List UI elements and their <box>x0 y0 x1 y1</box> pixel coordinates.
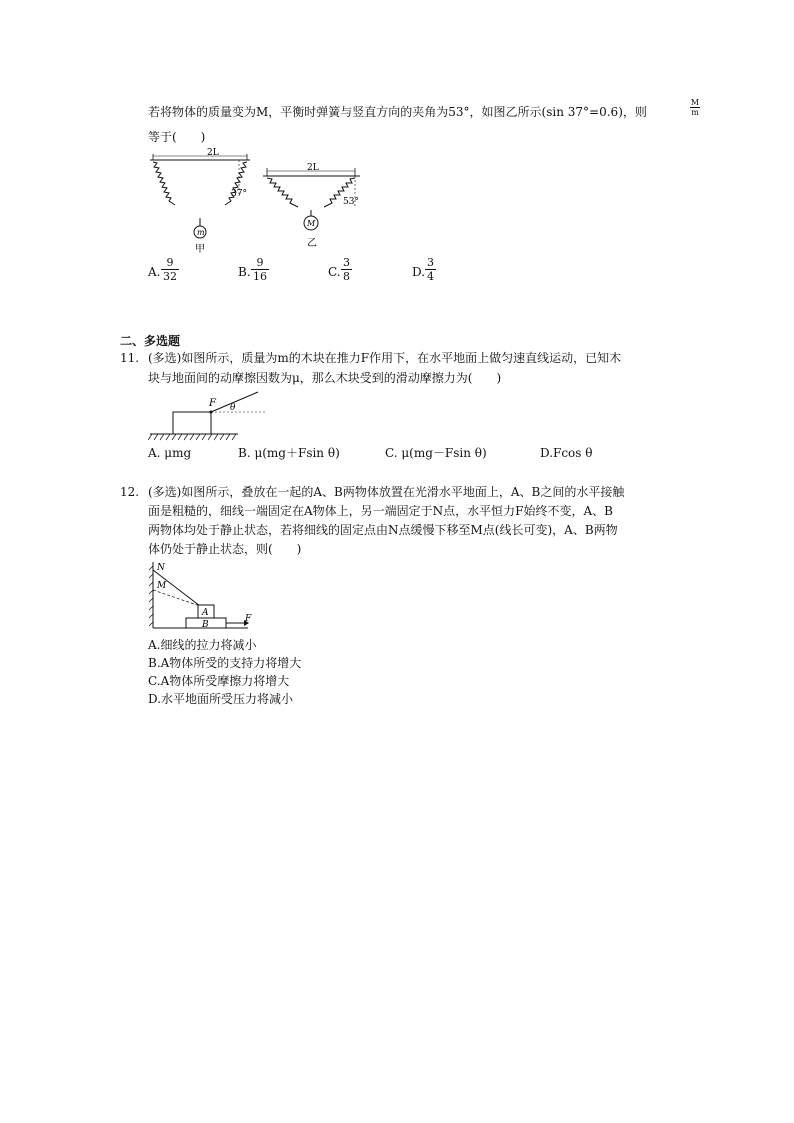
force-f-label: F <box>245 614 252 624</box>
q11-option-b: B. μ(mg＋Fsin θ) <box>238 446 340 460</box>
force-label: F <box>209 398 216 409</box>
q12-option-a: A.细线的拉力将减小 <box>148 638 257 652</box>
q12-line3: 两物体均处于静止状态，若将细线的固定点由N点缓慢下移至M点(线长可变)，A、B两物 <box>148 523 618 537</box>
block-a-label: A <box>202 608 209 618</box>
q12-line4: 体仍处于静止状态，则( ) <box>148 542 302 556</box>
q11-line2: 块与地面间的动摩擦因数为μ，那么木块受到的滑动摩擦力为( ) <box>148 371 502 385</box>
block-b-label: B <box>202 620 209 630</box>
q10-option-b-num: 9 <box>251 256 269 270</box>
q12-option-d: D.水平地面所受压力将减小 <box>148 692 294 706</box>
q12-line2: 面是粗糙的，细线一端固定在A物体上，另一端固定于N点，水平恒力F始终不变，A、B <box>148 504 613 518</box>
q10-option-c-num: 3 <box>343 256 350 269</box>
wooden-block <box>173 412 211 434</box>
q10-ratio <box>690 98 700 117</box>
q10-option-d-fraction <box>425 256 436 283</box>
section-title: 二、多选题 <box>120 334 181 348</box>
q12-line1: (多选)如图所示，叠放在一起的A、B两物体放置在光滑水平地面上，A、B之间的水平接触 <box>148 485 625 499</box>
q11-option-c: C. μ(mg－Fsin θ) <box>385 446 487 460</box>
q12-option-c: C.A物体所受摩擦力将增大 <box>148 674 290 688</box>
spring-figure <box>145 146 375 258</box>
right-angle-label: 53° <box>343 197 359 207</box>
left-mass-label: m <box>197 228 205 237</box>
left-spring-left <box>153 162 175 205</box>
q10-option-d-num: 3 <box>427 256 434 269</box>
q10-option-b-label: B. <box>238 265 251 279</box>
left-angle-label: 37° <box>231 189 247 199</box>
n-label: N <box>157 563 165 573</box>
q10-option-d-den: 4 <box>427 270 434 283</box>
q10-option-a-fraction <box>161 256 179 283</box>
q10-option-c-fraction <box>341 256 352 283</box>
q10-option-b-fraction <box>251 256 269 283</box>
m-label: M <box>157 581 167 591</box>
q11-line1: (多选)如图所示，质量为m的木块在推力F作用下，在水平地面上做匀速直线运动，已知木 <box>148 351 622 365</box>
q11-option-a: A. μmg <box>148 446 192 460</box>
stacked-blocks-figure <box>148 560 258 632</box>
string-from-m <box>153 590 200 606</box>
q10-ratio-denominator: m <box>691 108 699 117</box>
q11-number: 11. <box>120 351 140 365</box>
q10-option-a-num: 9 <box>161 256 179 270</box>
q10-option-d-label: D. <box>412 265 426 279</box>
q10-ratio-numerator: M <box>690 98 700 107</box>
q10-line1: 若将物体的质量变为M，平衡时弹簧与竖直方向的夹角为53°，如图乙所示(sin 37°=0.6)，则 <box>148 105 647 119</box>
q10-option-a-label: A. <box>148 265 161 279</box>
q10-option-c-den: 8 <box>343 270 350 283</box>
q12-number: 12. <box>120 485 140 499</box>
block-figure <box>148 390 268 442</box>
q10-option-a-den: 32 <box>163 270 177 283</box>
q10-option-b-den: 16 <box>253 270 267 283</box>
right-caption: 乙 <box>307 238 317 249</box>
right-mass-label: M <box>307 219 316 228</box>
angle-label: θ <box>230 403 236 413</box>
q12-option-b: B.A物体所受的支持力将增大 <box>148 656 302 670</box>
left-caption: 甲 <box>195 244 205 255</box>
right-spring-left <box>267 178 298 207</box>
q11-option-d: D.Fcos θ <box>540 446 593 460</box>
right-length-label: 2L <box>307 163 319 173</box>
q10-option-c-label: C. <box>328 265 341 279</box>
left-length-label: 2L <box>207 148 219 158</box>
q10-line2: 等于( ) <box>148 130 206 144</box>
